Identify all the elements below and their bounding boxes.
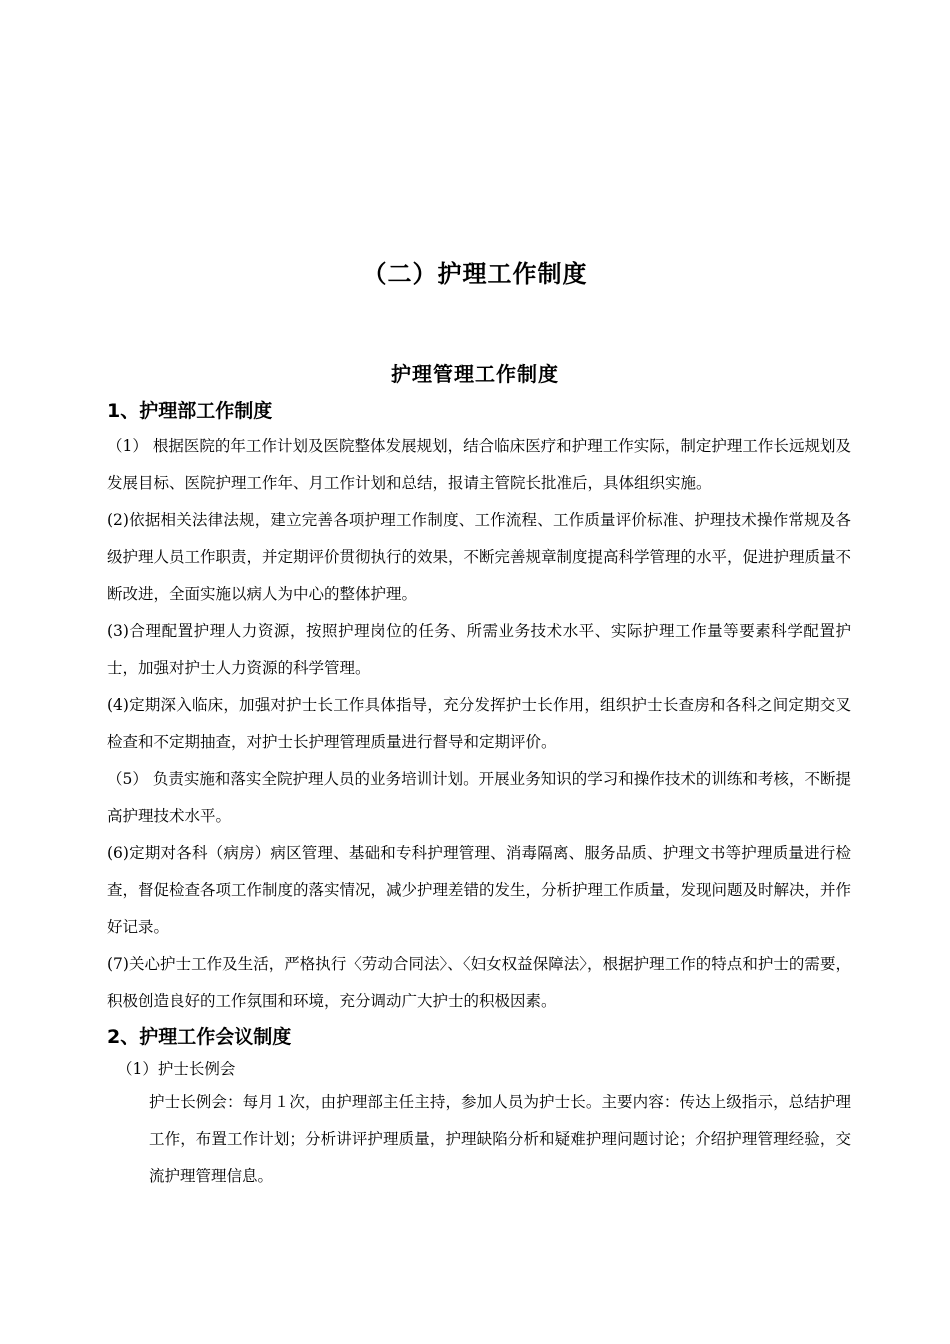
paragraph-1-6: (6)定期对各科（病房）病区管理、基础和专科护理管理、消毒隔离、服务品质、护理文书等护理质量进行检查，督促检查各项工作制度的落实情况，减少护理差错的发生，分析护理工作质量，发现问题及时解决，并作好记录。 — [107, 844, 852, 936]
paragraph-1-5: （5） 负责实施和落实全院护理人员的业务培训计划。开展业务知识的学习和操作技术的训练和考核，不断提高护理技术水平。 — [107, 770, 851, 825]
subsection-heading-2-1: （1）护士长例会 — [117, 1060, 236, 1078]
subsection-text-2-1: 护士长例会：每月１次，由护理部主任主持，参加人员为护士长。主要内容：传达上级指示，总结护理工作，布置工作计划；分析讲评护理质量，护理缺陷分析和疑难护理问题讨论；介绍护理管理经验，交流护理管理信息。 — [149, 1093, 851, 1185]
paragraph-1-7: (7)关心护士工作及生活，严格执行〈劳动合同法〉、〈妇女权益保障法〉，根据护理工作的特点和护士的需要，积极创造良好的工作氛围和环境，充分调动广大护士的积极因素。 — [107, 955, 851, 1010]
paragraph-1-3: (3)合理配置护理人力资源，按照护理岗位的任务、所需业务技术水平、实际护理工作量等要素科学配置护士，加强对护士人力资源的科学管理。 — [107, 622, 851, 677]
paragraph-1-1: （1） 根据医院的年工作计划及医院整体发展规划，结合临床医疗和护理工作实际，制定护理工作长远规划及发展目标、医院护理工作年、月工作计划和总结，报请主管院长批准后，具体组织实施。 — [107, 437, 851, 492]
paragraph-1-2: (2)依据相关法律法规，建立完善各项护理工作制度、工作流程、工作质量评价标准、护理技术操作常规及各级护理人员工作职责，并定期评价贯彻执行的效果，不断完善规章制度提高科学管理的水平，促进护理质量不断改进，全面实施以病人为中心的整体护理。 — [107, 511, 852, 603]
document-body — [107, 394, 851, 1195]
paragraph-1-4: (4)定期深入临床，加强对护士长工作具体指导，充分发挥护士长作用，组织护士长查房和各科之间定期交叉检查和不定期抽查，对护士长护理管理质量进行督导和定期评价。 — [107, 696, 851, 751]
section-heading-1: 1、护理部工作制度 — [107, 400, 273, 422]
section-heading-2: 2、护理工作会议制度 — [107, 1026, 292, 1048]
chapter-title: （二）护理工作制度 — [362, 260, 588, 288]
document-title: 护理管理工作制度 — [391, 362, 559, 386]
